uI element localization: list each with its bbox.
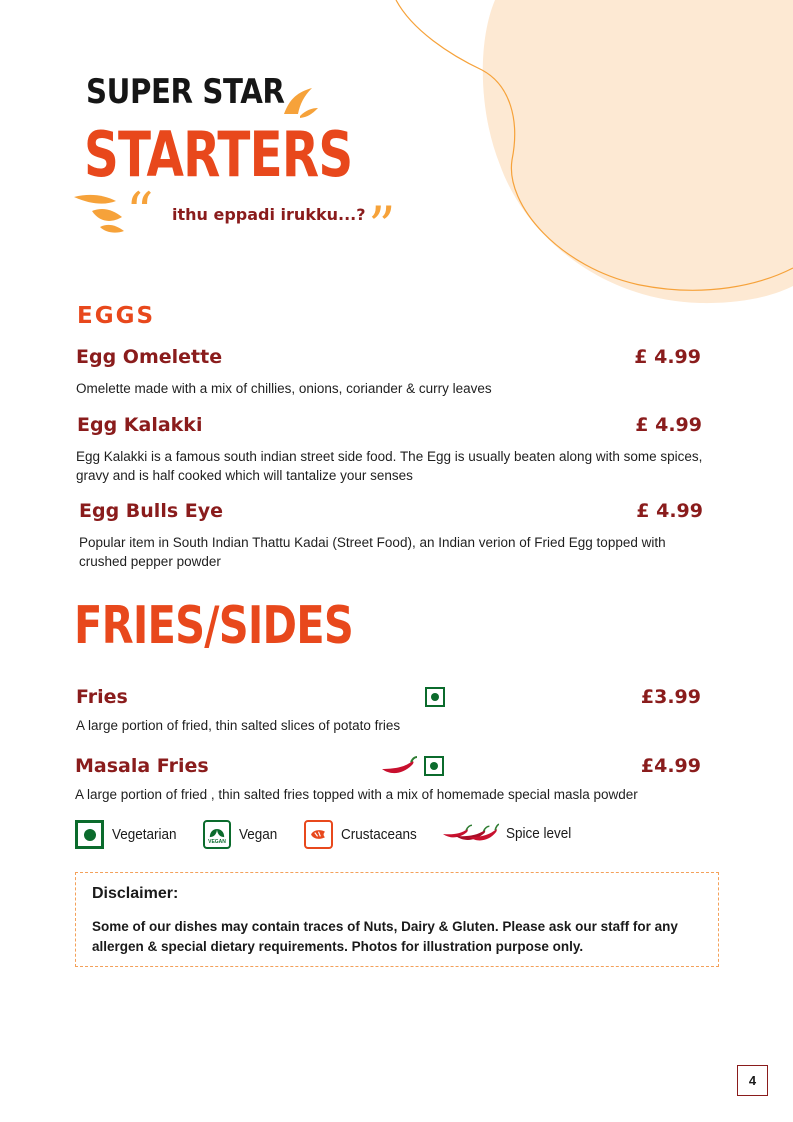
- item-description-masala-fries: A large portion of fried , thin salted fries topped with a mix of homemade special masla powder: [75, 787, 638, 802]
- item-price-fries: £3.99: [640, 686, 701, 708]
- legend-spice-level: [442, 820, 579, 846]
- legend-label-crustaceans: Crustaceans: [341, 826, 417, 843]
- page-title: STARTERS: [84, 118, 353, 191]
- vegetarian-legend-icon: [75, 820, 104, 849]
- item-description-fries: A large portion of fried, thin salted slices of potato fries: [76, 718, 401, 733]
- item-description-egg-kalakki: Egg Kalakki is a famous south indian street side food. The Egg is usually beaten along with some spices, gravy and is half cooked which will tantalize your senses: [76, 449, 703, 483]
- legend-crustaceans: [304, 820, 425, 849]
- vegetarian-icon: [424, 756, 444, 776]
- vegetarian-icon: [425, 687, 445, 707]
- item-name-egg-kalakki: Egg Kalakki: [77, 414, 203, 436]
- legend-label-vegan: Vegan: [239, 826, 278, 843]
- item-name-egg-omelette: Egg Omelette: [76, 346, 223, 368]
- legend-label-spice-level: Spice level: [506, 824, 572, 842]
- item-name-masala-fries: Masala Fries: [75, 755, 209, 777]
- item-price-egg-omelette: £ 4.99: [634, 346, 701, 368]
- close-quote-icon: ”: [368, 195, 396, 258]
- spice-level-icon: [442, 820, 500, 846]
- item-description-egg-bulls-eye: Popular item in South Indian Thattu Kadai (Street Food), an Indian verion of Fried Egg topped with crushed pepper powder: [79, 535, 666, 569]
- item-price-egg-kalakki: £ 4.99: [635, 414, 702, 436]
- tagline: ithu eppadi irukku...?: [172, 205, 366, 224]
- legend-label-vegetarian: Vegetarian: [112, 826, 177, 843]
- legend-vegetarian: [75, 820, 184, 849]
- open-quote-icon: “: [126, 181, 154, 244]
- chilli-icon: [380, 755, 418, 779]
- legend-vegan: [203, 820, 282, 849]
- item-price-egg-bulls-eye: £ 4.99: [636, 500, 703, 522]
- disclaimer-text: Some of our dishes may contain traces of Nuts, Dairy & Gluten. Please ask our staff for any allergen & special dietary requirements. Photos for illustration purpose only.: [92, 919, 678, 954]
- crustaceans-icon: [304, 820, 333, 849]
- page-number: 4: [737, 1065, 768, 1096]
- item-price-masala-fries: £4.99: [640, 755, 701, 777]
- disclaimer-title: Disclaimer:: [92, 885, 179, 902]
- vegan-leaf-icon: [203, 820, 231, 849]
- disclaimer-box: [75, 872, 719, 967]
- section-heading-eggs: EGGS: [77, 303, 156, 329]
- title-line-1: SUPER STAR: [86, 72, 285, 112]
- section-heading-fries-sides: FRIES/SIDES: [74, 596, 354, 656]
- item-name-egg-bulls-eye: Egg Bulls Eye: [79, 500, 224, 522]
- vegan-badge-text: VEGAN: [208, 839, 226, 845]
- item-description-egg-omelette: Omelette made with a mix of chillies, onions, coriander & curry leaves: [76, 381, 492, 396]
- item-name-fries: Fries: [76, 686, 128, 708]
